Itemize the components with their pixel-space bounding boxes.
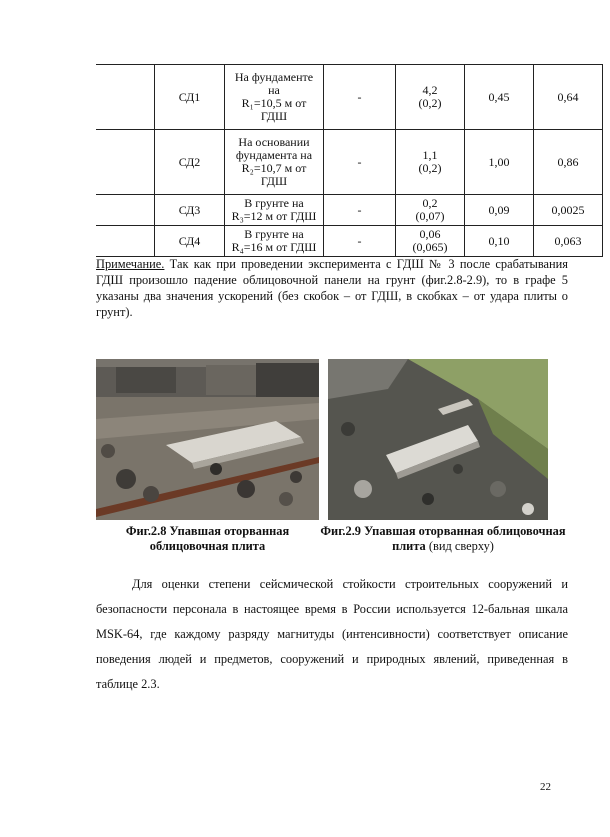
fallen-plate-photo [96, 359, 319, 520]
table-note [96, 256, 568, 320]
sensor-id: СД2 [155, 130, 225, 195]
fallen-plate-top-view-photo [328, 359, 548, 520]
acceleration-cell: 0,06 (0,065) [396, 226, 465, 257]
table-cell-empty [96, 130, 155, 195]
sensor-location: На основании фундамента на R₂=10,7 м от ГДШ [225, 130, 324, 195]
value-cell: 0,45 [465, 65, 534, 130]
sensor-id: СД4 [155, 226, 225, 257]
dash-cell: - [324, 226, 396, 257]
value-cell: 0,0025 [534, 195, 603, 226]
dash-cell: - [324, 130, 396, 195]
table-cell-empty [96, 195, 155, 226]
table-row [96, 65, 603, 130]
sensor-id: СД3 [155, 195, 225, 226]
value-cell: 0,86 [534, 130, 603, 195]
sensor-location: На фундаменте на R₁=10,5 м от ГДШ [225, 65, 324, 130]
value-cell: 0,64 [534, 65, 603, 130]
acceleration-cell: 1,1 (0,2) [396, 130, 465, 195]
sensor-id: СД1 [155, 65, 225, 130]
acceleration-cell: 4,2 (0,2) [396, 65, 465, 130]
table-row [96, 195, 603, 226]
sensor-table [96, 64, 603, 257]
sensor-location: В грунте на R₃=12 м от ГДШ [225, 195, 324, 226]
value-cell: 0,063 [534, 226, 603, 257]
table-row [96, 130, 603, 195]
value-cell: 0,10 [465, 226, 534, 257]
value-cell: 0,09 [465, 195, 534, 226]
sensor-location: В грунте на R₄=16 м от ГДШ [225, 226, 324, 257]
body-paragraph: Для оценки степени сейсмической стойкости строительных сооружений и безопасности персонала в настоящее время в России используется 12-бальная шкала MSK-64, где каждому разряду магнитуды (интенсивности) соответствует описание поведения людей и предметов, сооружений и природных явлений, приведенная в таблице 2.3. [96, 577, 568, 691]
acceleration-cell: 0,2 (0,07) [396, 195, 465, 226]
dash-cell: - [324, 195, 396, 226]
note-text: Так как при проведении эксперимента с ГДШ № 3 после срабатывания ГДШ произошло падение облицовочной панели на грунт (фиг.2.8-2.9), то в графе 5 указаны два значения ускорений (без скобок – от ГДШ, в скобках – от удара плиты о грунт). [96, 257, 568, 319]
table-cell-empty [96, 226, 155, 257]
table-row [96, 226, 603, 257]
table-cell-empty [96, 65, 155, 130]
value-cell: 1,00 [465, 130, 534, 195]
dash-cell: - [324, 65, 396, 130]
note-label: Примечание. [96, 257, 165, 271]
figure-2-8-caption: Фиг.2.8 Упавшая оторванная облицовочная плита [125, 524, 290, 553]
figure-2-9-caption: Фиг.2.9 Упавшая оторванная облицовочная плита (вид сверху) [320, 524, 566, 553]
page-number: 22 [540, 781, 551, 793]
